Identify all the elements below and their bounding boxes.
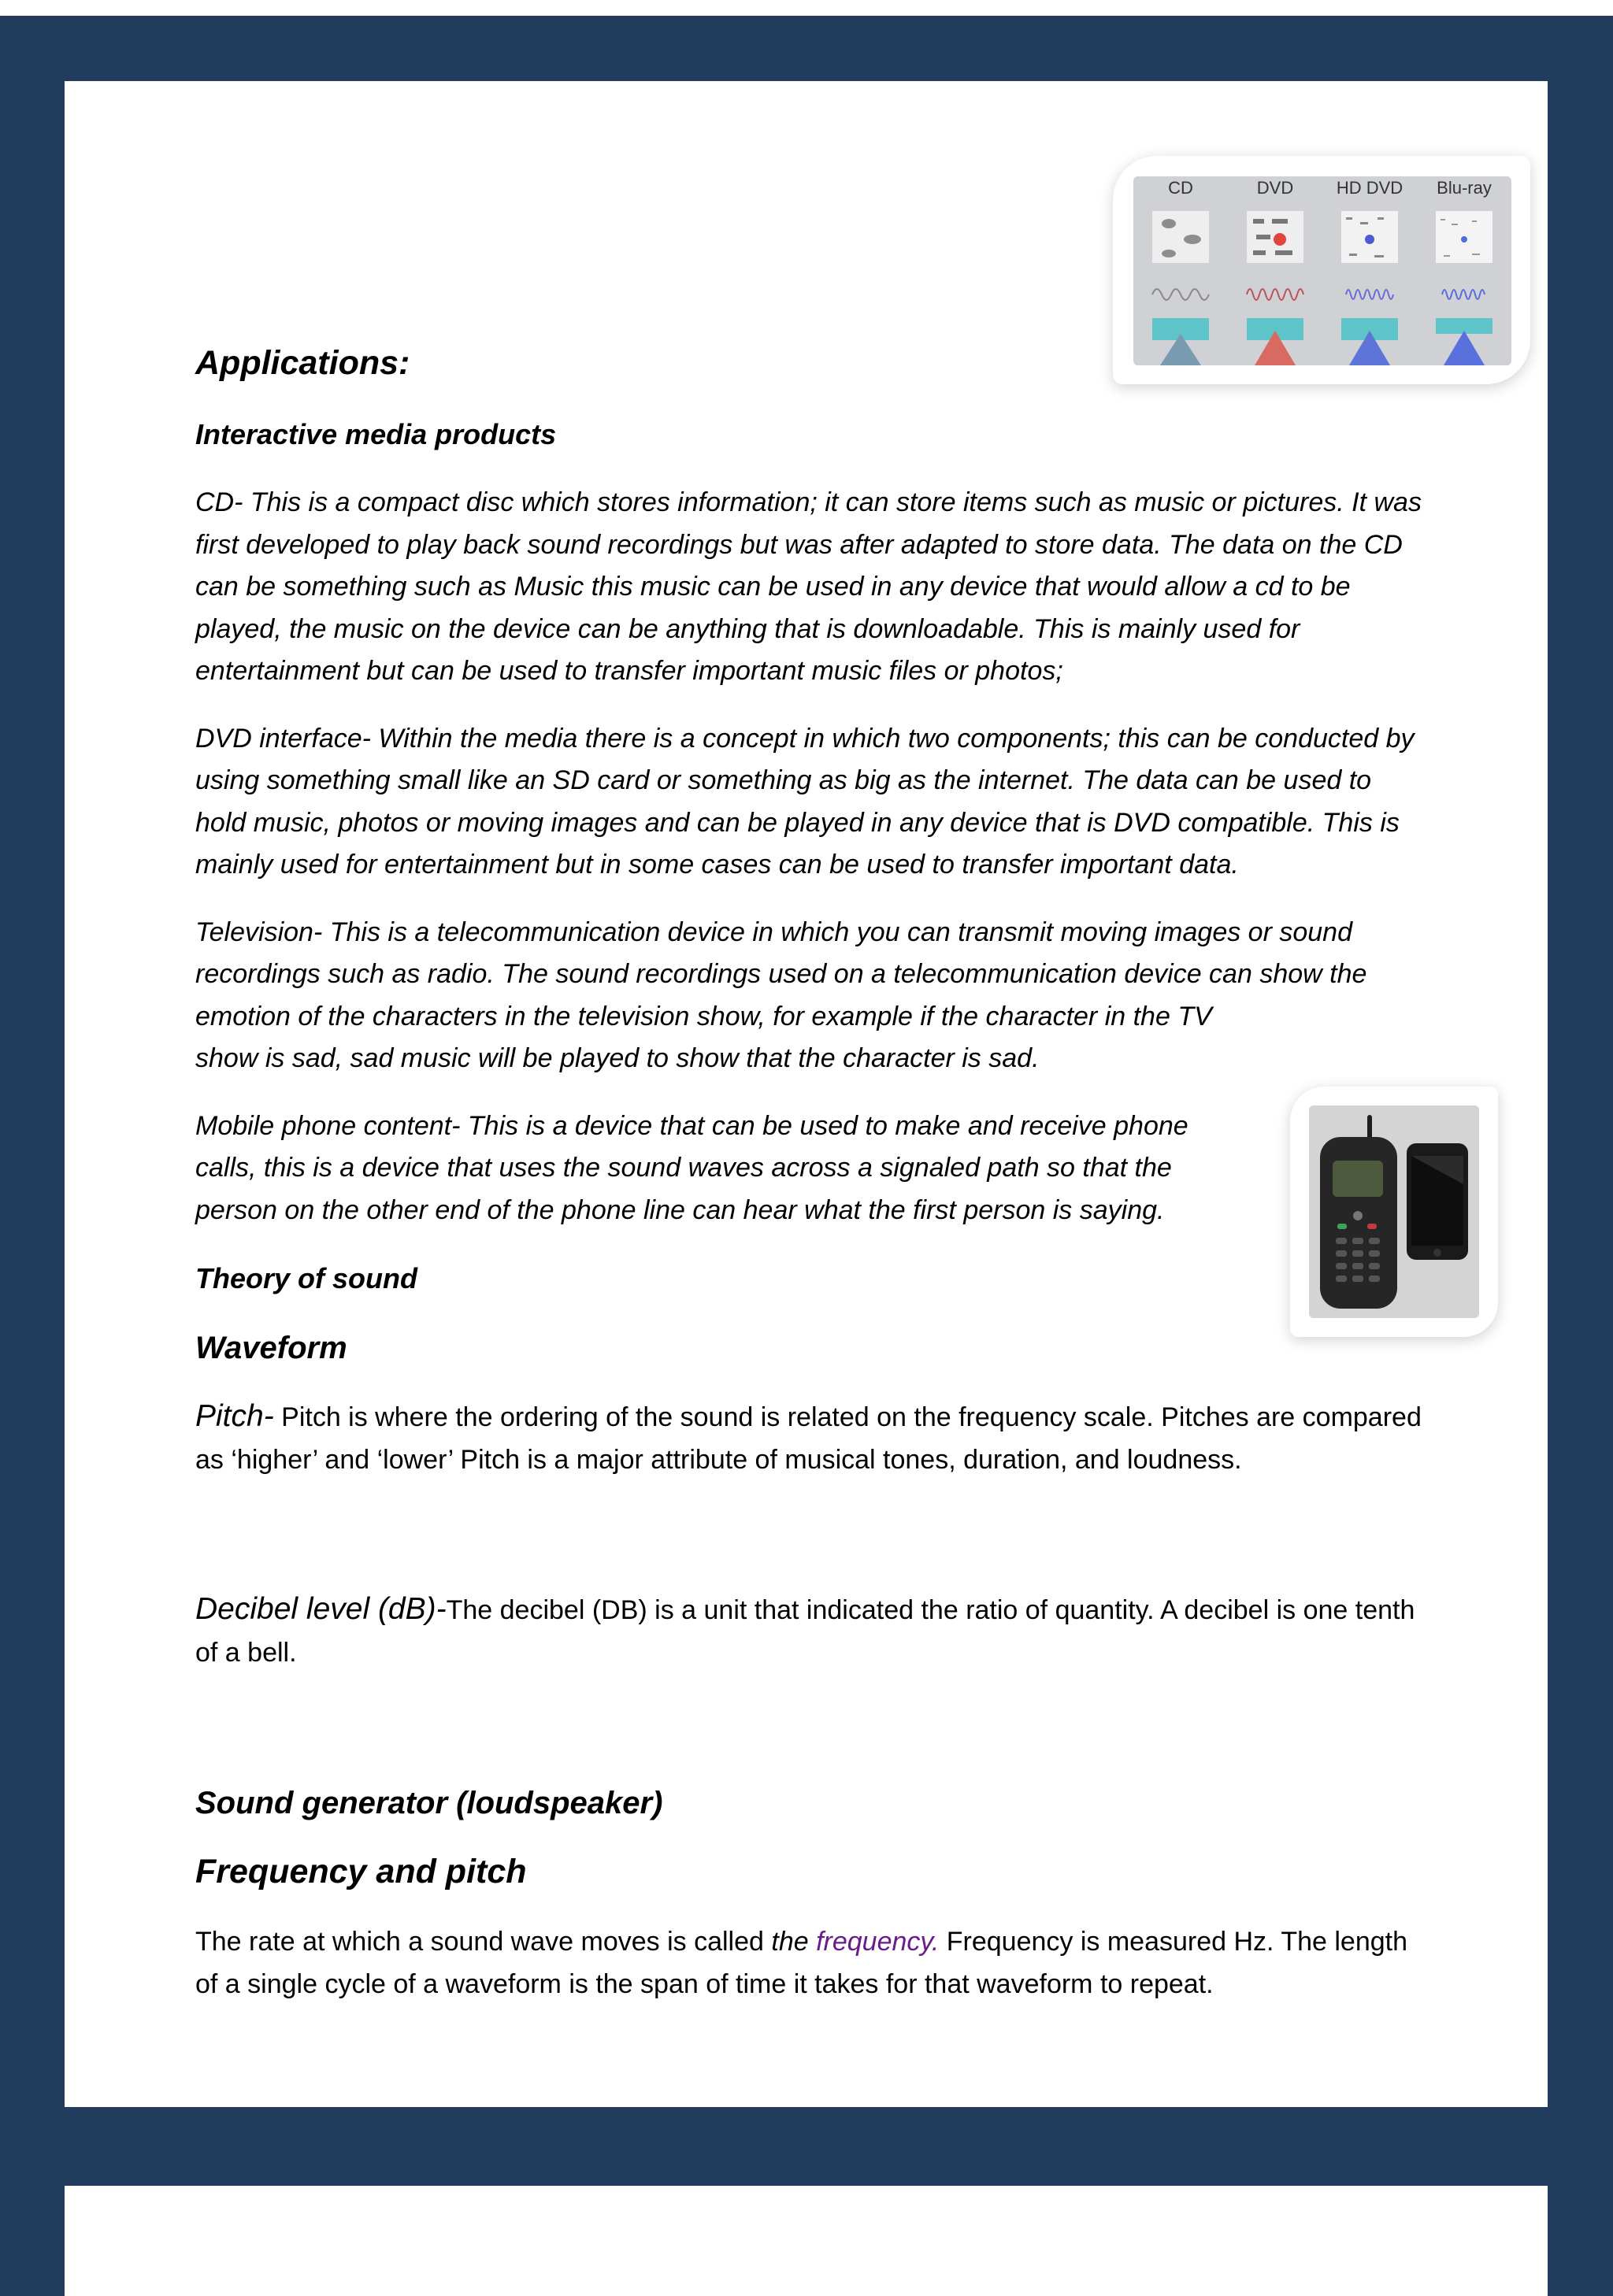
pit-grid-cd bbox=[1152, 211, 1209, 263]
document-content bbox=[195, 339, 1424, 2005]
decibel-term: Decibel level (dB)- bbox=[195, 1592, 447, 1626]
frequency-paragraph bbox=[195, 1921, 1424, 2005]
television-paragraph bbox=[195, 912, 1424, 1080]
cd-lead: CD- bbox=[195, 487, 243, 517]
frequency-term: frequency. bbox=[808, 1927, 940, 1957]
dvd-lead: DVD interface- bbox=[195, 723, 371, 754]
next-document-page bbox=[65, 2186, 1548, 2296]
theory-of-sound-heading: Theory of sound bbox=[195, 1262, 417, 1294]
applications-heading: Applications: bbox=[195, 344, 410, 382]
interactive-media-heading: Interactive media products bbox=[195, 418, 557, 450]
pitch-term: Pitch- bbox=[195, 1399, 274, 1433]
decibel-text: The decibel (DB) is a unit that indicated the ratio of quantity. A decibel is one tenth of a bell. bbox=[195, 1595, 1415, 1668]
television-lead: Television- bbox=[195, 917, 323, 947]
disc-comparison-illustration bbox=[1133, 176, 1511, 365]
disc-label-dvd: DVD bbox=[1256, 178, 1294, 198]
disc-comparison-image bbox=[1133, 176, 1511, 365]
disc-label-blu-ray: Blu-ray bbox=[1437, 178, 1492, 198]
pit-grid-dvd bbox=[1247, 211, 1303, 263]
pit-grid-blu-ray bbox=[1436, 211, 1492, 263]
waveform-heading: Waveform bbox=[195, 1331, 347, 1365]
television-text-2: show is sad, sad music will be played to show that the character is sad. bbox=[195, 1043, 1040, 1073]
mobile-paragraph bbox=[195, 1105, 1211, 1232]
top-strip bbox=[0, 0, 1613, 16]
dvd-text: Within the media there is a concept in which two components; this can be conducted by using something small like an SD card or something as big as the internet. The data can be used to hold music, photos or moving images and can be played in any device that is DVD compatible. This is mainly used for entertainment but in some cases can be used to transfer important data. bbox=[195, 723, 1415, 880]
frequency-the: the bbox=[771, 1927, 809, 1957]
pitch-paragraph bbox=[195, 1395, 1424, 1481]
television-text-1: This is a telecommunication device in which you can transmit moving images or sound recordings such as radio. The sound recordings used on a telecommunication device can show the emotion of the characters in the television show, for example if the character in the TV bbox=[195, 917, 1367, 1031]
pit-grid-hd-dvd bbox=[1341, 211, 1398, 263]
sound-generator-heading: Sound generator (loudspeaker) bbox=[195, 1786, 663, 1820]
mobile-lead: Mobile phone content- bbox=[195, 1110, 461, 1141]
frequency-text-1: The rate at which a sound wave moves is called bbox=[195, 1927, 772, 1957]
disc-label-cd: CD bbox=[1168, 178, 1193, 198]
dvd-paragraph bbox=[195, 718, 1424, 887]
spacer bbox=[195, 1481, 1424, 1563]
disc-label-hd-dvd: HD DVD bbox=[1336, 178, 1403, 198]
cd-paragraph bbox=[195, 482, 1424, 693]
pitch-text: Pitch is where the ordering of the sound is related on the frequency scale. Pitches are compared as ‘higher’ and ‘lower’ Pitch is a major attribute of musical tones, duration, and loudness. bbox=[195, 1402, 1422, 1475]
decibel-paragraph bbox=[195, 1588, 1424, 1674]
cd-text: This is a compact disc which stores information; it can store items such as music or pictures. It was first developed to play back sound recordings but was after adapted to store data. The data on the CD can be something such as Music this music can be used in any device that would allow a cd to be played, the music on the device can be anything that is downloadable. This is mainly used for entertainment but can be used to transfer important music files or photos; bbox=[195, 487, 1422, 686]
spacer bbox=[195, 1674, 1424, 1756]
frequency-text-2: Frequency is measured Hz. The length of a single cycle of a waveform is the span of time it takes for that waveform to repeat. bbox=[195, 1927, 1407, 1999]
mobile-text: This is a device that can be used to make and receive phone calls, this is a device that uses the sound waves across a signaled path so that the person on the other end of the phone line can hear what the first person is saying. bbox=[195, 1110, 1188, 1225]
frequency-pitch-heading: Frequency and pitch bbox=[195, 1853, 527, 1890]
